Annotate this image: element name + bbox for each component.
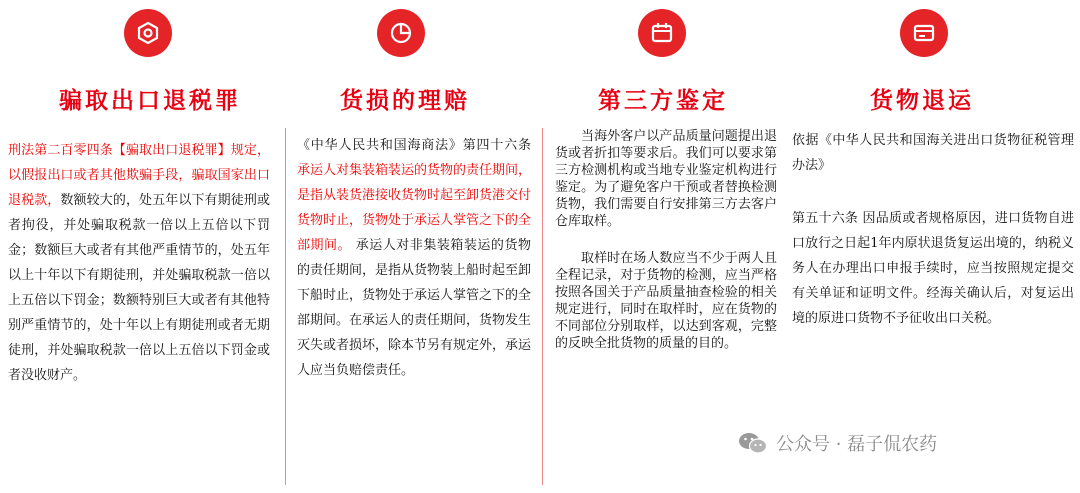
watermark-text: 公众号 · 磊子侃农药 (776, 434, 938, 455)
law-text: 数额较大的，处五年以下有期徒刑或者拘役，并处骗取税款一倍以上五倍以下罚金；数额巨大或者有其他严重情节的，处五年以上十年以下有期徒刑，并处骗取税款一倍以上五倍以下罚金；数额特别巨大或者有其他特别严重情节的，处十年以上有期徒刑或者无期徒刑，并处骗取税款一倍以上五倍以下罚金或者没收财产。 (8, 193, 270, 383)
column-goods-return (792, 0, 1080, 493)
column-body (8, 138, 270, 388)
law-text: 承运人对非集装箱装运的货物的责任期间，是指从货物装上船时起至卸下船时止，货物处于承运人掌管之下的全部期间。在承运人的责任期间，货物发生灭失或者损坏，除本节另有规定外，承运人应当负赔偿责任。 (297, 238, 532, 378)
column-cargo-damage-claim (285, 0, 543, 493)
wechat-icon (738, 431, 768, 455)
column-title: 第三方鉴定 (598, 87, 728, 114)
calendar-icon (638, 9, 686, 57)
column-title: 骗取出口退税罪 (59, 87, 241, 114)
watermark (738, 430, 937, 456)
law-lead: 《中华人民共和国海商法》第四十六条 (297, 138, 531, 153)
paragraph: 第五十六条 因品质或者规格原因，进口货物自进口放行之日起1年内原状退货复运出境的，纳税义务人在办理出口申报手续时，应当按照规定提交有关单证和证明文件。经海关确认后，对复运出境的原进口货物不予征收出口关税。 (792, 211, 1074, 326)
column-export-tax-fraud (0, 0, 272, 493)
paragraph: 依据《中华人民共和国海关进出口货物征税管理办法》 (792, 133, 1074, 173)
column-title: 货损的理赔 (340, 87, 470, 114)
card-icon (900, 9, 948, 57)
pie-chart-icon (377, 9, 425, 57)
column-third-party-inspection (555, 0, 785, 493)
law-highlight: 刑法第二百零四条【骗取出口退税罪】规定，以假报出口或者其他欺骗手段，骗取国家出口退税款， (8, 143, 270, 208)
column-body (792, 128, 1074, 331)
paragraph: 取样时在场人数应当不少于两人且全程记录，对于货物的检测，应当严格按照各国关于产品质量抽查检验的相关规定进行，同时在取样时，应在货物的不同部位分别取样，以达到客观，完整的反映全批货物的质量的目的。 (555, 251, 777, 351)
paragraph: 当海外客户以产品质量问题提出退货或者折扣等要求后。我们可以要求第三方检测机构或当地专业鉴定机构进行鉴定。为了避免客户干预或者替换检测货物，我们需要自行安排第三方去客户仓库取样。 (555, 129, 777, 229)
column-title: 货物退运 (870, 87, 974, 114)
law-highlight: 承运人对集装箱装运的货物的责任期间，是指从装货港接收货物时起至卸货港交付货物时止，货物处于承运人掌管之下的全部期间。 (297, 163, 532, 253)
column-body (297, 133, 531, 383)
column-body (555, 128, 777, 352)
hexagon-nut-icon (124, 9, 172, 57)
